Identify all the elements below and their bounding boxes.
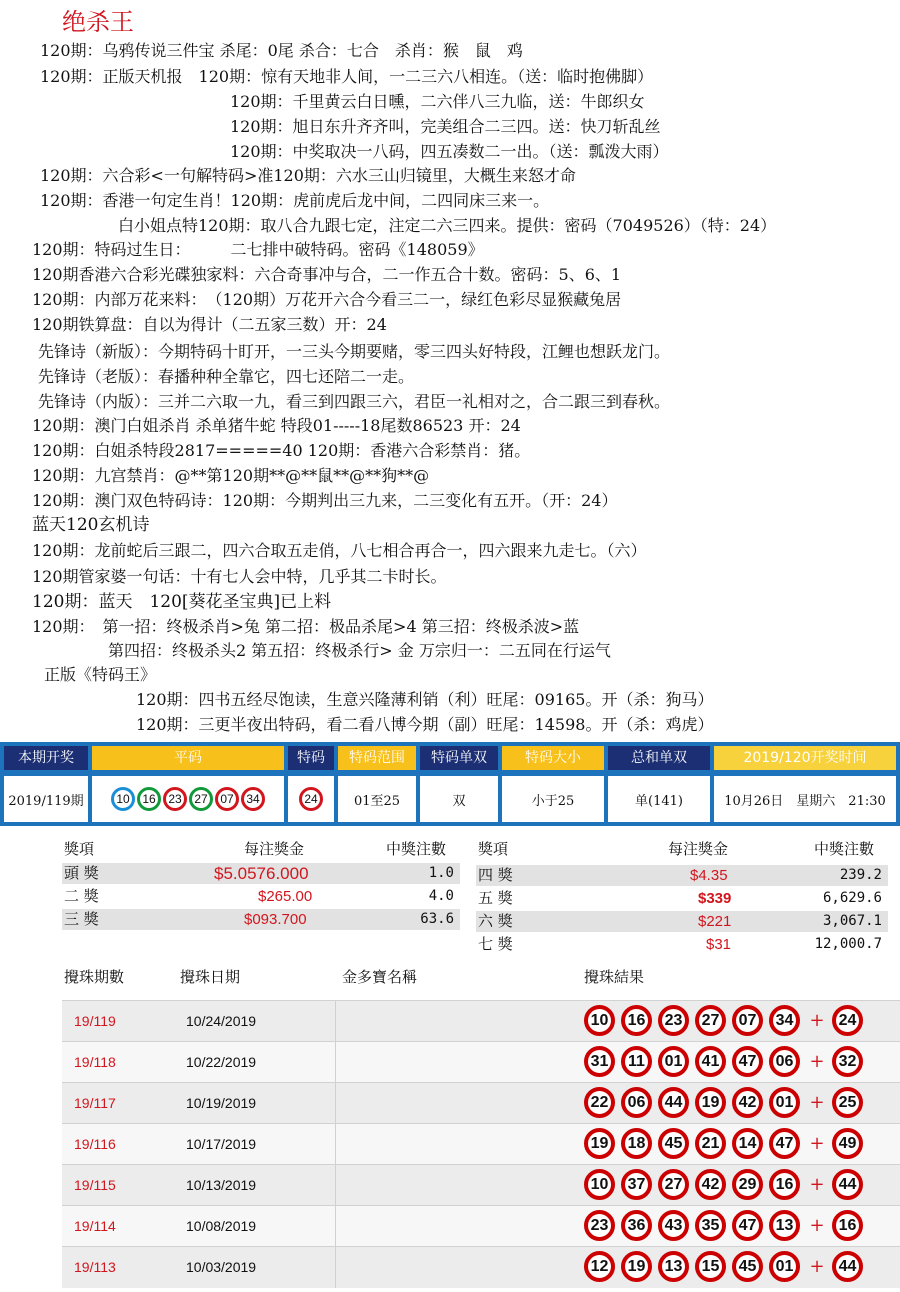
column-divider <box>335 1124 336 1165</box>
header-size: 特码大小 <box>502 746 604 770</box>
prize-count: 239.2 <box>839 867 882 883</box>
history-ball: 22 <box>584 1087 615 1118</box>
poem-line: 先锋诗（内版）：三并二六取一九，看三到四跟三六，君臣一礼相对之，合二跟三到春秋。 <box>38 392 671 411</box>
poem-line: 120期：千里黄云白日曛，二六伴八三九临，送：牛郎织女 <box>230 92 645 111</box>
history-ball: 19 <box>695 1087 726 1118</box>
history-ball: 37 <box>621 1169 652 1200</box>
prize-count: 4.0 <box>428 888 454 904</box>
history-balls <box>584 1087 869 1118</box>
prize-header-name: 獎項 <box>64 840 95 858</box>
prize-amount: $31 <box>706 936 732 953</box>
prize-name: 四 獎 <box>478 866 513 884</box>
history-row <box>62 1082 900 1124</box>
poem-line: 120期：龙前蛇后三跟二，四六合取五走俏，八七相合再合一，四六跟来九走七。（六） <box>32 541 647 560</box>
poem-line: 120期铁算盘：自以为得计（二五家三数）开：24 <box>32 315 387 334</box>
history-ball: 06 <box>769 1046 800 1077</box>
prize-row <box>476 911 888 932</box>
history-row <box>62 1123 900 1165</box>
prize-row <box>62 909 460 930</box>
draw-result-table <box>0 742 900 826</box>
prize-row <box>476 888 888 909</box>
prize-name: 六 獎 <box>478 912 513 930</box>
history-row <box>62 1164 900 1206</box>
prize-count: 3,067.1 <box>822 913 882 929</box>
history-ball: 43 <box>658 1210 689 1241</box>
plus-sign: + <box>809 1133 825 1154</box>
poem-line: 120期：九宫禁肖：@**第120期**@**鼠**@**狗**@ <box>32 466 430 485</box>
history-ball: 19 <box>584 1128 615 1159</box>
special-odd-even: 双 <box>420 776 498 822</box>
history-ball: 35 <box>695 1210 726 1241</box>
poem-line: 120期： 第一招：终极杀肖>兔 第二招：极品杀尾>4 第三招：终极杀波>蓝 <box>32 617 580 636</box>
prize-amount: $265.00 <box>258 888 313 905</box>
plus-sign: + <box>809 1215 825 1236</box>
prize-row <box>476 934 888 955</box>
history-ball: 42 <box>695 1169 726 1200</box>
ball: 16 <box>137 787 161 811</box>
prize-amount: $221 <box>698 913 732 930</box>
history-ball: 13 <box>658 1251 689 1282</box>
history-header-name: 金多寶名稱 <box>342 968 418 986</box>
history-row <box>62 1246 900 1288</box>
history-special-ball: 44 <box>832 1169 863 1200</box>
poem-line: 先锋诗（老版）：春播种种全靠它，四七还陪二一走。 <box>38 367 415 386</box>
history-ball: 07 <box>732 1005 763 1036</box>
history-balls <box>584 1046 869 1077</box>
history-ball: 14 <box>732 1128 763 1159</box>
prize-amount: $093.700 <box>244 911 307 928</box>
prize-header-amount: 每注獎金 <box>244 840 305 858</box>
ball: 07 <box>215 787 239 811</box>
prize-count: 6,629.6 <box>822 890 882 906</box>
plus-sign: + <box>809 1010 825 1031</box>
header-range: 特码范围 <box>338 746 416 770</box>
history-ball: 18 <box>621 1128 652 1159</box>
history-date: 10/19/2019 <box>186 1095 257 1111</box>
history-ball: 11 <box>621 1046 652 1077</box>
history-issue: 19/116 <box>74 1136 116 1152</box>
history-balls <box>584 1005 869 1036</box>
header-special: 特码 <box>288 746 334 770</box>
history-special-ball: 25 <box>832 1087 863 1118</box>
column-divider <box>335 1001 336 1042</box>
poem-line: 120期：三更半夜出特码，看二看八博今期（副）旺尾：14598。开（杀：鸡虎） <box>136 715 714 734</box>
plus-sign: + <box>809 1092 825 1113</box>
history-date: 10/17/2019 <box>186 1136 257 1152</box>
history-ball: 36 <box>621 1210 652 1241</box>
prize-name: 五 獎 <box>478 889 513 907</box>
prize-name: 三 獎 <box>64 910 99 928</box>
history-row <box>62 1000 900 1042</box>
prize-header-count: 中獎注數 <box>814 840 875 858</box>
history-ball: 19 <box>621 1251 652 1282</box>
history-issue: 19/115 <box>74 1177 116 1193</box>
special-ball-cell <box>288 776 334 822</box>
prize-name: 七 獎 <box>478 935 513 953</box>
prize-count: 12,000.7 <box>814 936 882 952</box>
header-issue: 本期开奖 <box>4 746 88 770</box>
column-divider <box>335 1083 336 1124</box>
poem-line: 120期：内部万花来料： （120期）万花开六合今看三二一，绿红色彩尽显猴藏兔居 <box>32 290 622 309</box>
history-ball: 15 <box>695 1251 726 1282</box>
history-ball: 01 <box>769 1087 800 1118</box>
history-date: 10/24/2019 <box>186 1013 257 1029</box>
history-balls <box>584 1210 869 1241</box>
history-ball: 01 <box>769 1251 800 1282</box>
history-ball: 31 <box>584 1046 615 1077</box>
history-row <box>62 1041 900 1083</box>
history-header-result: 攪珠結果 <box>584 968 645 986</box>
history-ball: 16 <box>769 1169 800 1200</box>
prize-amount: $339 <box>698 890 732 907</box>
ball: 23 <box>163 787 187 811</box>
plus-sign: + <box>809 1174 825 1195</box>
column-divider <box>335 1042 336 1083</box>
poem-line: 120期：正版天机报 120期：惊有天地非人间，一二三六八相连。（送：临时抱佛脚） <box>40 67 654 86</box>
special-size: 小于25 <box>502 776 604 822</box>
prize-header-amount: 每注獎金 <box>668 840 729 858</box>
prize-header-name: 獎項 <box>478 840 509 858</box>
history-special-ball: 44 <box>832 1251 863 1282</box>
poem-line: 120期香港六合彩光碟独家料：六合奇事冲与合，二一作五合十数。密码：5、6、1 <box>32 265 622 284</box>
history-ball: 42 <box>732 1087 763 1118</box>
poem-line: 120期：澳门双色特码诗：120期：今期判出三九来，二三变化有五开。（开：24） <box>32 491 618 510</box>
prize-name: 頭 獎 <box>64 864 99 882</box>
poem-line: 120期：旭日东升齐齐叫，完美组合二三四。送：快刀斩乱丝 <box>230 117 661 136</box>
poem-line: 120期：香港一句定生肖！120期：虎前虎后龙中间，二四同床三来一。 <box>40 191 550 210</box>
history-balls <box>584 1251 869 1282</box>
poem-line: 120期：白姐杀特段2817=====40 120期：香港六合彩禁肖：猪。 <box>32 441 531 460</box>
history-date: 10/03/2019 <box>186 1259 257 1275</box>
history-ball: 13 <box>769 1210 800 1241</box>
header-regular-numbers: 平码 <box>92 746 284 770</box>
history-ball: 34 <box>769 1005 800 1036</box>
history-ball: 10 <box>584 1169 615 1200</box>
history-header-issue: 攪珠期數 <box>64 968 125 986</box>
history-special-ball: 16 <box>832 1210 863 1241</box>
prize-row <box>62 863 460 884</box>
prize-name: 二 獎 <box>64 887 99 905</box>
prize-row <box>476 865 888 886</box>
poem-line: 先锋诗（新版）：今期特码十盯开，一三头今期要赌，零三四头好特段，江鲤也想跃龙门。 <box>38 342 671 361</box>
history-ball: 23 <box>658 1005 689 1036</box>
history-ball: 10 <box>584 1005 615 1036</box>
history-ball: 45 <box>732 1251 763 1282</box>
issue-number: 2019/119期 <box>4 776 88 822</box>
poem-line: 120期：乌鸦传说三件宝 杀尾：0尾 杀合：七合 杀肖：猴 鼠 鸡 <box>40 41 523 60</box>
history-ball: 06 <box>621 1087 652 1118</box>
history-ball: 29 <box>732 1169 763 1200</box>
prize-header-count: 中獎注數 <box>386 840 447 858</box>
history-row <box>62 1205 900 1247</box>
history-issue: 19/119 <box>74 1013 116 1029</box>
history-ball: 47 <box>732 1046 763 1077</box>
history-special-ball: 24 <box>832 1005 863 1036</box>
header-sum: 总和单双 <box>608 746 710 770</box>
poem-line: 120期：特码过生日： 二七排中破特码。密码《148059》 <box>32 240 484 259</box>
header-odd-even: 特码单双 <box>420 746 498 770</box>
sum-odd-even: 单(141) <box>608 776 710 822</box>
poem-line: 白小姐点特120期：取八合九跟七定，注定二六三四来。提供：密码（7049526）（特：24） <box>118 216 777 235</box>
history-ball: 16 <box>621 1005 652 1036</box>
history-issue: 19/113 <box>74 1259 116 1275</box>
history-date: 10/13/2019 <box>186 1177 257 1193</box>
poem-line: 120期管家婆一句话：十有七人会中特，几乎其二卡时长。 <box>32 567 447 586</box>
history-ball: 41 <box>695 1046 726 1077</box>
page-title: 绝杀王 <box>62 8 134 36</box>
history-ball: 12 <box>584 1251 615 1282</box>
poem-line: 120期：中奖取决一八码，四五凑数二一出。（送：瓢泼大雨） <box>230 142 669 161</box>
history-ball: 45 <box>658 1128 689 1159</box>
poem-line: 第四招：终极杀头2 第五招：终极杀行> 金 万宗归一：二五同在行运气 <box>108 641 611 660</box>
poem-heading: 正版《特码王》 <box>44 665 157 684</box>
plus-sign: + <box>809 1256 825 1277</box>
history-ball: 44 <box>658 1087 689 1118</box>
history-date: 10/08/2019 <box>186 1218 257 1234</box>
poem-heading: 蓝天120玄机诗 <box>32 515 150 535</box>
column-divider <box>335 1165 336 1206</box>
special-ball: 24 <box>299 787 323 811</box>
header-draw-time: 2019/120开奖时间 <box>714 746 896 770</box>
poem-line: 120期：澳门白姐杀肖 杀单猪牛蛇 特段01-----18尾数86523 开：24 <box>32 416 521 435</box>
prize-count: 63.6 <box>420 911 454 927</box>
history-balls <box>584 1169 869 1200</box>
special-range: 01至25 <box>338 776 416 822</box>
history-issue: 19/118 <box>74 1054 116 1070</box>
prize-count: 1.0 <box>428 865 454 881</box>
prize-amount: $5.0576.000 <box>214 864 309 883</box>
history-ball: 47 <box>769 1128 800 1159</box>
ball: 10 <box>111 787 135 811</box>
history-ball: 47 <box>732 1210 763 1241</box>
column-divider <box>335 1206 336 1247</box>
history-issue: 19/114 <box>74 1218 116 1234</box>
history-ball: 27 <box>695 1005 726 1036</box>
history-special-ball: 49 <box>832 1128 863 1159</box>
history-ball: 01 <box>658 1046 689 1077</box>
prize-amount: $4.35 <box>690 867 728 884</box>
draw-time: 10月26日 星期六 21:30 <box>714 776 896 822</box>
history-ball: 23 <box>584 1210 615 1241</box>
history-issue: 19/117 <box>74 1095 116 1111</box>
history-ball: 21 <box>695 1128 726 1159</box>
history-date: 10/22/2019 <box>186 1054 257 1070</box>
history-balls <box>584 1128 869 1159</box>
poem-line: 120期：蓝天 120[葵花圣宝典]已上料 <box>32 592 332 612</box>
history-ball: 27 <box>658 1169 689 1200</box>
prize-row <box>62 886 460 907</box>
history-header-date: 攪珠日期 <box>180 968 241 986</box>
ball: 27 <box>189 787 213 811</box>
plus-sign: + <box>809 1051 825 1072</box>
history-special-ball: 32 <box>832 1046 863 1077</box>
ball: 34 <box>241 787 265 811</box>
column-divider <box>335 1247 336 1288</box>
regular-balls <box>92 776 284 822</box>
poem-line: 120期：六合彩<一句解特码>准120期：六水三山归镜里，大概生来怒才命 <box>40 166 576 185</box>
poem-line: 120期：四书五经尽饱读，生意兴隆薄利销（利）旺尾：09165。开（杀：狗马） <box>136 690 714 709</box>
